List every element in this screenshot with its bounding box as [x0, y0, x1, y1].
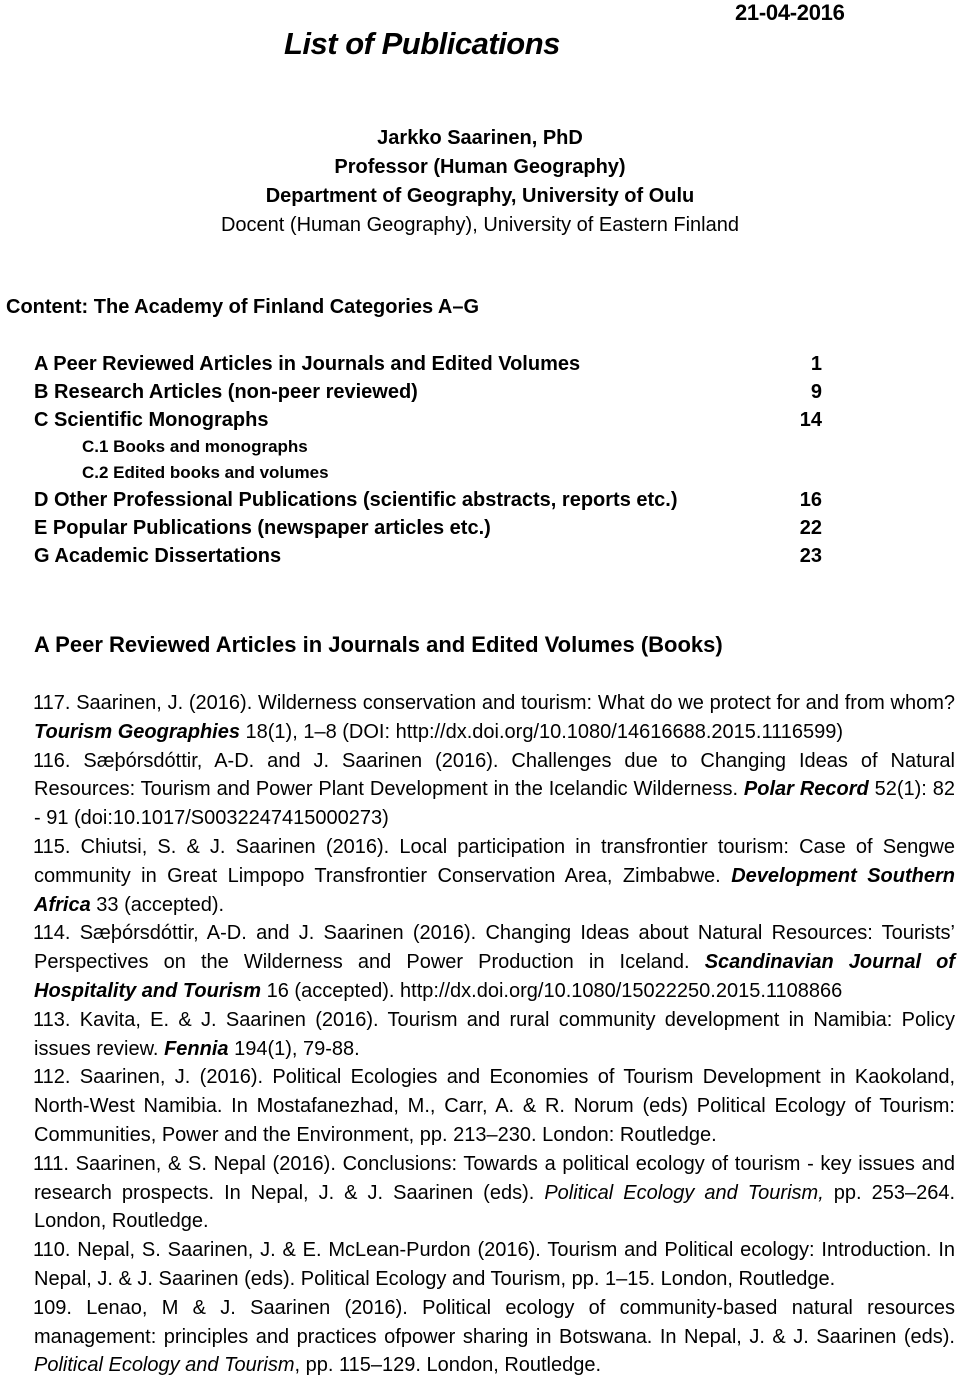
publication-details: pp. 253–264. London, Routledge.	[34, 1181, 955, 1233]
author-name: Jarkko Saarinen, PhD	[377, 127, 583, 149]
toc-item-page: 1	[810, 353, 822, 375]
publication-details: , pp. 115–129. London, Routledge.	[294, 1354, 602, 1377]
toc-item	[34, 406, 824, 434]
publication-citation: 113. Kavita, E. & J. Saarinen (2016). Tourism and rural community development in Namibia: Policy issues review.	[33, 1008, 955, 1060]
author-department: Department of Geography, University of Oulu	[265, 185, 695, 207]
publication-details: 16 (accepted). http://dx.doi.org/10.1080/15022250.2015.1108866	[261, 979, 843, 1002]
toc-item-page: 23	[799, 545, 822, 567]
toc-subitem	[34, 460, 824, 486]
section-a-heading: A Peer Reviewed Articles in Journals and Edited Volumes (Books)	[34, 632, 723, 657]
publication-journal: Scandinavian Journal of Hospitality and Tourism	[34, 951, 955, 1002]
toc-item-page: 16	[799, 489, 822, 511]
toc-item-page: 22	[799, 517, 822, 539]
toc-item	[34, 542, 824, 570]
publication-details: 18(1), 1–8 (DOI: http://dx.doi.org/10.1080/14616688.2015.1116599)	[239, 720, 843, 743]
page-title: List of Publications	[284, 26, 560, 61]
publication-details: 52(1): 82 - 91 (doi:10.1017/S0032247415000273)	[34, 778, 955, 830]
publication-entry	[34, 1236, 955, 1294]
document-date: 21-04-2016	[735, 0, 845, 25]
author-docent: Docent (Human Geography), University of Eastern Finland	[220, 214, 739, 236]
publication-citation: 111. Saarinen, & S. Nepal (2016). Conclusions: Towards a political ecology of tourism - key issues and research prospects. In Nepal, J. & J. Saarinen (eds).	[33, 1152, 955, 1204]
publication-book-title: Political Ecology and Tourism,	[544, 1181, 824, 1204]
publication-details: 194(1), 79-88.	[228, 1037, 360, 1060]
publication-journal: Fennia	[164, 1037, 229, 1060]
publication-entry	[34, 1150, 955, 1236]
toc-item	[34, 486, 824, 514]
toc-subitem-label: C.2 Edited books and volumes	[82, 463, 329, 482]
publication-entry	[34, 833, 955, 919]
publication-citation: 115. Chiutsi, S. & J. Saarinen (2016). Local participation in transfrontier tourism: Case of Sengwe community in Great Limpopo Transfrontier Conservation Area, Zimbabwe.	[33, 835, 955, 887]
toc-item-page: 9	[810, 381, 822, 403]
toc-item-label: E Popular Publications (newspaper articles etc.)	[34, 517, 491, 539]
publication-citation: 114. Sæþórsdóttir, A-D. and J. Saarinen (2016). Changing Ideas about Natural Resources: Tourists’ Perspectives on the Wilderness and Power Production in Iceland.	[33, 922, 955, 974]
toc-item-label: D Other Professional Publications (scientific abstracts, reports etc.)	[34, 489, 678, 511]
toc-item	[34, 350, 824, 378]
publication-citation: 109. Lenao, M & J. Saarinen (2016). Political ecology of community-based natural resources management: principles and practices ofpower sharing in Botswana. In Nepal, J. & J. Saarinen (eds).	[33, 1296, 955, 1348]
publication-citation: 116. Sæþórsdóttir, A-D. and J. Saarinen (2016). Challenges due to Changing Ideas of Natural Resources: Tourism and Power Plant Development in the Icelandic Wilderness.	[33, 749, 955, 801]
author-block	[0, 124, 960, 240]
publication-journal: Development Southern Africa	[34, 864, 955, 916]
toc-item-label: B Research Articles (non-peer reviewed)	[34, 381, 418, 403]
publication-list	[34, 689, 955, 1380]
publication-citation: 112. Saarinen, J. (2016). Political Ecologies and Economies of Tourism Development in Kaokoland, North-West Namibia. In Mostafanezhad, M., Carr, A. & R. Norum (eds) Political Ecology of Tourism: Communities, Power and the Environment, pp. 213–230. London: Routledge.	[33, 1066, 955, 1146]
publication-entry	[34, 747, 955, 833]
toc-item-page: 14	[799, 409, 822, 431]
author-position: Professor (Human Geography)	[334, 156, 626, 178]
publication-citation: 117. Saarinen, J. (2016). Wilderness conservation and tourism: What do we protect for and from whom?	[33, 692, 955, 714]
toc-item-label: C Scientific Monographs	[34, 409, 269, 431]
toc-item	[34, 378, 824, 406]
toc-subitem-label: C.1 Books and monographs	[82, 437, 308, 456]
publication-entry	[34, 919, 955, 1005]
publication-entry	[34, 1006, 955, 1064]
toc-item-label: G Academic Dissertations	[34, 545, 282, 567]
toc-item-label: A Peer Reviewed Articles in Journals and Edited Volumes	[34, 353, 581, 375]
table-of-contents	[34, 350, 824, 570]
publication-entry	[34, 689, 955, 747]
toc-item	[34, 514, 824, 542]
publication-citation: 110. Nepal, S. Saarinen, J. & E. McLean-Purdon (2016). Tourism and Political ecology: Introduction. In Nepal, J. & J. Saarinen (eds). Political Ecology and Tourism, pp. 1–15. London, Routledge.	[33, 1239, 955, 1290]
publication-details: 33 (accepted).	[90, 893, 225, 916]
publication-journal: Tourism Geographies	[34, 720, 240, 743]
publication-journal: Polar Record	[743, 778, 869, 801]
toc-subitem	[34, 434, 824, 460]
contents-heading: Content: The Academy of Finland Categories A–G	[6, 296, 480, 318]
publication-entry	[34, 1294, 955, 1380]
publication-book-title: Political Ecology and Tourism	[34, 1354, 295, 1377]
publication-entry	[34, 1063, 955, 1149]
